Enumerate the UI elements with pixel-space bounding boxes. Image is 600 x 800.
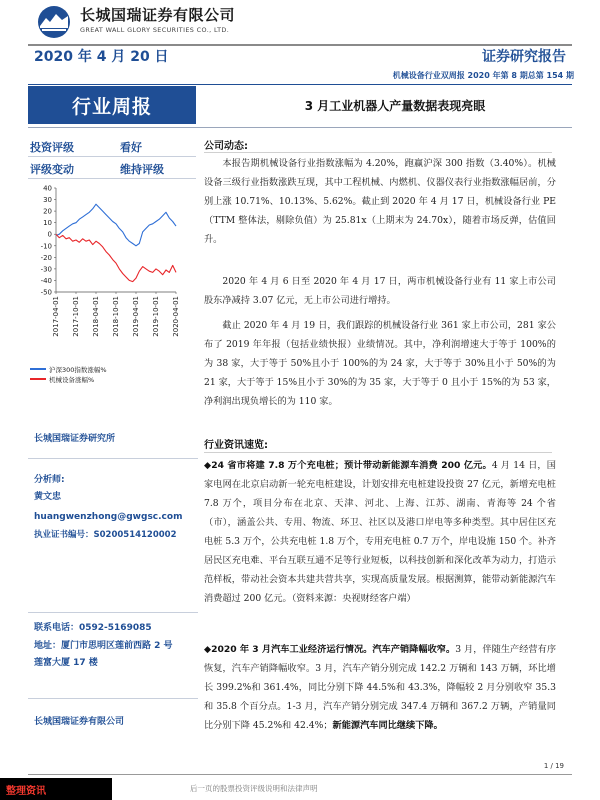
y-tick-label: 40	[43, 184, 52, 193]
news-item-auto-industry-tail: 新能源汽车同比继续下降。	[332, 720, 443, 731]
paragraph-share-reduction: 2020 年 4 月 6 日至 2020 年 4 月 17 日，两市机械设备行业有 11 家上市公司股东净减持 3.07 亿元，无上市公司进行增持。	[204, 276, 556, 306]
section-company-news-rule	[204, 152, 552, 153]
paragraph-annual-results: 截止 2020 年 4 月 19 日，我们跟踪的机械设备行业 361 家上市公司，281 家公布了 2019 年年报（包括业绩快报）业绩情况。其中，净利润增速大于等于 100%的为 38 家，大于等于 50%且小于 100%的为 24 家，大于等于 30%且小于 50%的为 21 家，大于等于 15%且小于 30%的为 35 家，大于等于 0 且小于 15%的为 53 家，净利润出现负增长的为 110 家。	[204, 320, 556, 407]
page-number: 1 / 19	[543, 762, 564, 770]
series-line-0	[56, 204, 176, 246]
analyst-email[interactable]: huangwenzhong@gwgsc.com	[34, 512, 183, 522]
contact-address-line1: 地址：厦门市思明区莲前西路 2 号	[34, 641, 173, 651]
legend-label-hs300: 沪深300指数涨幅%	[49, 365, 107, 374]
x-tick-label: 2018-04-01	[92, 296, 100, 337]
company-name-cn: 长城国瑞证券有限公司	[80, 6, 236, 24]
chart-legend	[30, 364, 107, 384]
performance-chart-svg	[28, 180, 200, 390]
rating-divider-2	[28, 178, 196, 179]
research-institute: 长城国瑞证券研究所	[34, 434, 116, 444]
performance-chart	[28, 180, 200, 390]
rating-invest-value: 看好	[120, 141, 142, 154]
y-tick-label: -50	[40, 288, 52, 297]
legend-item-hs300	[30, 364, 107, 374]
company-name-en: GREAT WALL GLORY SECURITIES CO., LTD.	[80, 26, 230, 34]
x-tick-label: 2017-10-01	[72, 296, 80, 337]
y-tick-label: -40	[40, 276, 52, 285]
footer-divider	[28, 774, 572, 775]
rating-change-value: 维持评级	[120, 163, 164, 176]
contact-phone: 联系电话：0592-5169085	[34, 623, 152, 633]
rating-divider	[28, 156, 196, 157]
y-tick-label: 20	[43, 207, 52, 216]
footer-disclaimer: 后一页的股票投资评级说明和法律声明	[190, 784, 318, 793]
series-divider	[28, 84, 572, 85]
x-tick-label: 2018-10-01	[112, 296, 120, 337]
news-item-auto-industry-body: 3 月，伴随生产经营有序恢复，汽车产销降幅收窄。3 月，汽车产销分别完成 142.2 万辆和 143 万辆，环比增长 399.2%和 361.4%，同比分别下降 44.5%和 43.3%，降幅较 2 月分别收窄 35.3 和 35.8 个百分点。1-3 月，汽车产销分别完成 347.4 万辆和 367.2 万辆，产销量同比分别下降 45.2%和 42.4%；	[204, 644, 557, 731]
y-tick-label: 0	[47, 230, 52, 239]
rating-invest-row	[28, 136, 196, 158]
footer-tag: 整理资讯	[0, 778, 112, 800]
analyst-label: 分析师:	[34, 475, 65, 485]
news-item-charging-piles-body: 4 月 14 日，国家电网在北京启动新一轮充电桩建设，计划安排充电桩建设投资 27 亿元，新增充电桩 7.8 万个，项目分布在北京、天津、河北、上海、江苏、湖南、青海等 24 个省（市），涵盖公共、专用、物流、环卫、社区以及港口岸电等多种类型。其中居住区充电桩 5.3 万个，公共充电桩 1.8 万个，专用充电桩 0.7 万个，岸电设施 150 个。补齐居民区充电难、平台互联互通不足等行业短板，以科技创新和深化改革为动力，打造示范样板，带动社会资本共建共营共享，实现高质量发展。根据测算，能带动新能源汽车消费超过 200 亿元。（资料来源：央视财经客户端）	[204, 460, 556, 604]
company-logo	[34, 4, 74, 40]
sidebar-divider-3	[28, 698, 198, 699]
news-item-auto-industry	[204, 640, 556, 735]
legend-label-machinery: 机械设备涨幅%	[49, 375, 95, 384]
analyst-name: 黄文忠	[34, 492, 62, 502]
x-tick-label: 2017-04-01	[52, 296, 60, 337]
x-tick-label: 2019-10-01	[152, 296, 160, 337]
analyst-cert-number: 执业证书编号：S0200514120002	[34, 530, 177, 540]
y-tick-label: -10	[40, 242, 52, 251]
contact-address-line2: 莲富大厦 17 楼	[34, 658, 98, 668]
legend-swatch-hs300	[30, 368, 46, 370]
report-type: 证券研究报告	[482, 49, 566, 65]
news-item-charging-piles	[204, 456, 556, 608]
y-tick-label: -20	[40, 253, 52, 262]
paragraph-index-performance: 本报告期机械设备行业指数涨幅为 4.20%，跑赢沪深 300 指数（3.40%）。机械设备三级行业指数涨跌互现，其中工程机械、内燃机、仪器仪表行业指数涨幅居前，分别上涨 10.71%、10.13%、5.62%。截止到 2020 年 4 月 17 日，机械设备行业 PE（TTM 整体法，剔除负值）为 25.81x（上期末为 24.70x），随着市场反弹，估值回升。	[204, 158, 556, 245]
sidebar-company-name: 长城国瑞证券有限公司	[34, 717, 125, 727]
legend-swatch-machinery	[30, 378, 46, 380]
section-industry-news-heading: 行业资讯速览:	[204, 440, 268, 451]
series-line-1	[56, 234, 176, 281]
report-title: 3 月工业机器人产量数据表现亮眼	[304, 99, 486, 113]
news-item-charging-piles-headline: ◆24 省市将建 7.8 万个充电桩；预计带动新能源车消费 200 亿元。	[204, 460, 492, 471]
rating-invest-label: 投资评级	[30, 141, 74, 154]
sidebar-divider-2	[28, 612, 198, 613]
rating-change-label: 评级变动	[30, 163, 74, 176]
section-company-news-heading: 公司动态:	[204, 141, 248, 152]
rating-change-row	[28, 158, 196, 180]
section-industry-news-rule	[204, 452, 552, 453]
y-tick-label: -30	[40, 265, 52, 274]
y-tick-label: 10	[43, 219, 52, 228]
legend-item-machinery	[30, 374, 107, 384]
title-divider	[28, 127, 572, 128]
sidebar-divider	[28, 458, 198, 459]
news-item-auto-industry-headline: ◆2020 年 3 月汽车工业经济运行情况。汽车产销降幅收窄。	[204, 644, 456, 655]
report-series: 机械设备行业双周报 2020 年第 8 期总第 154 期	[392, 71, 574, 80]
report-category-box: 行业周报	[28, 86, 196, 124]
x-tick-label: 2020-04-01	[172, 296, 180, 337]
x-tick-label: 2019-04-01	[132, 296, 140, 337]
y-tick-label: 30	[43, 196, 52, 205]
report-date: 2020 年 4 月 20 日	[34, 49, 169, 65]
